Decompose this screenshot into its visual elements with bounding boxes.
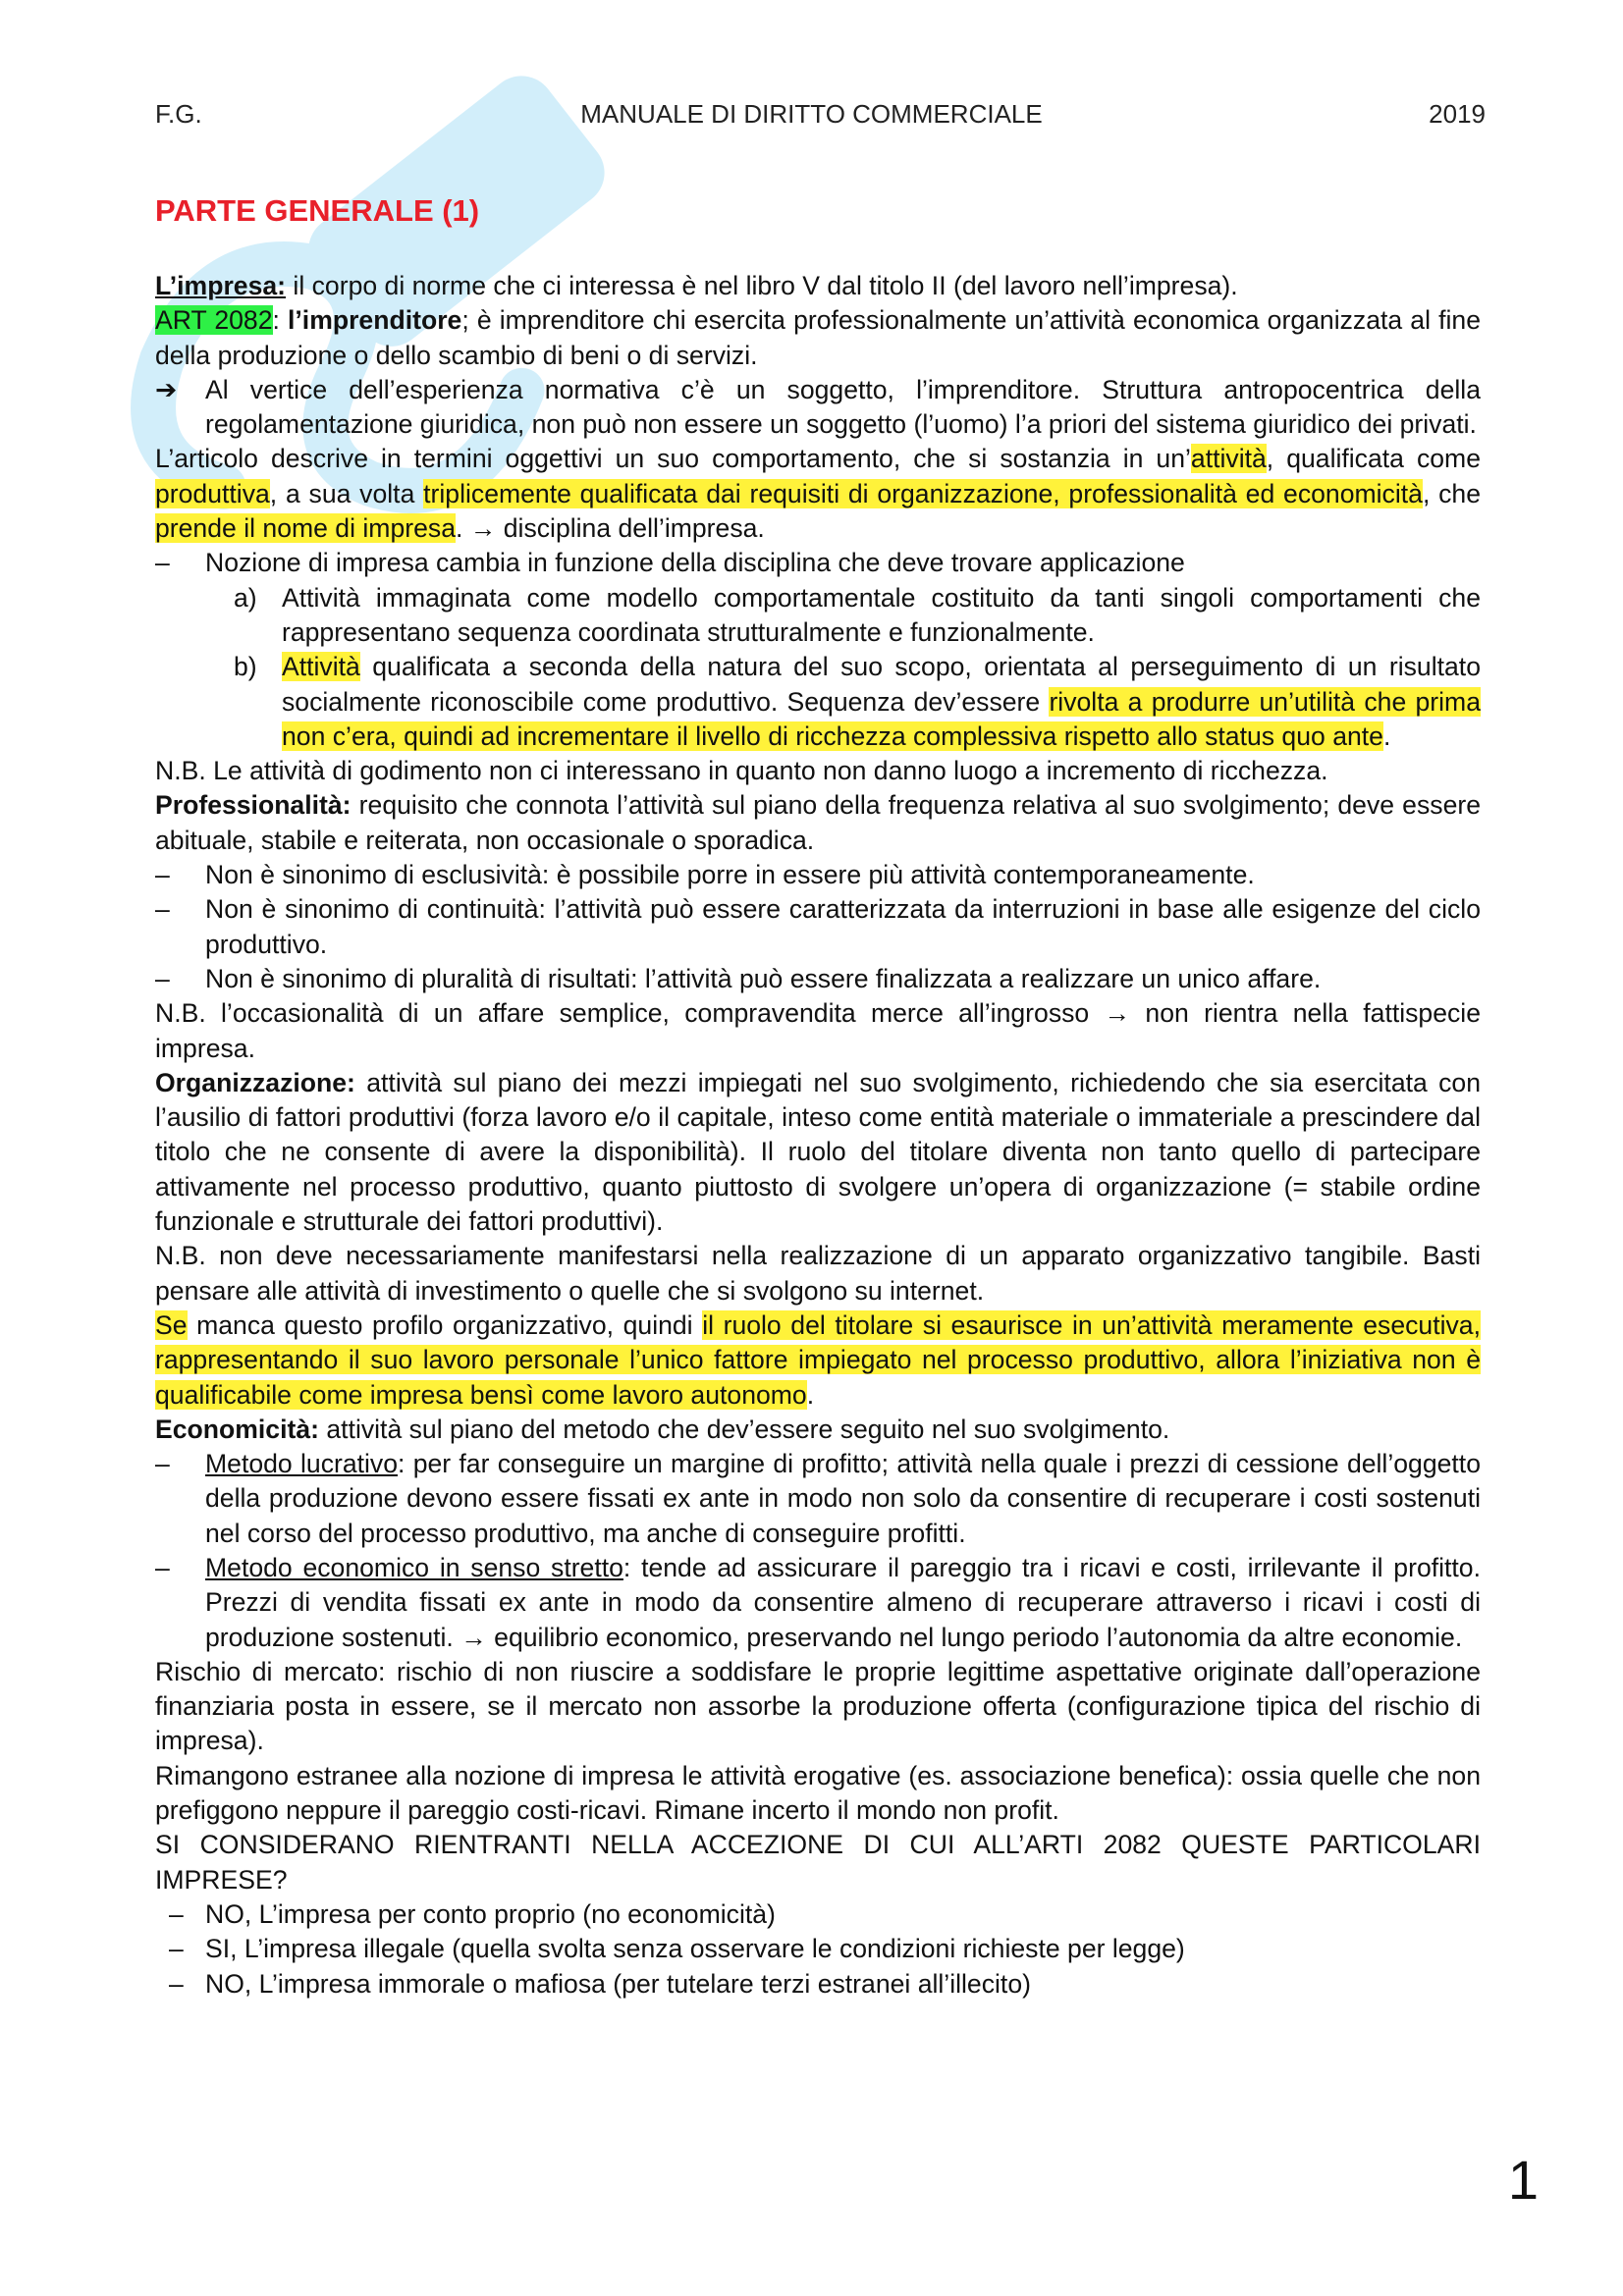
- paragraph-text: manca questo profilo organizzativo, quindi: [187, 1309, 703, 1340]
- dash-icon: –: [155, 963, 170, 993]
- dash-list-item: [155, 1551, 1481, 1655]
- document-body: [155, 269, 1481, 2002]
- paragraph-rischio: Rischio di mercato: rischio di non riuscire a soddisfare le proprie legittime aspettative originate dall’operazione finanziaria posta in essere, se il mercato non assorbe la produzione offerta (configurazione tipica del rischio di impresa).: [155, 1656, 1481, 1756]
- highlight-utilita: rivolta a produrre un’utilità che prima non c’era, quindi ad incrementare il livello di ricchezza complessiva rispetto allo status quo ante: [282, 686, 1481, 751]
- paragraph-text: attività sul piano dei mezzi impiegati nel suo svolgimento, richiedendo che sia esercitata con l’ausilio di fattori produttivi (forza lavoro e/o il capitale, inteso come entità materiale o immateriale a prescindere dal titolo che ne consente di avere la disponibilità). Il ruolo del titolare diventa non tanto quello di partecipare attivamente nel processo produttivo, quanto piuttosto di svolgere un’opera di organizzazione (= stabile ordine funzionale e strutturale dei fattori produttivi).: [155, 1067, 1481, 1237]
- highlight-se: Se: [155, 1309, 188, 1340]
- dash-list-item: [155, 546, 1481, 580]
- list-item-text: : per far conseguire un margine di profitto; attività nella quale i prezzi di cessione dell’oggetto della produzione devono essere fissati ex ante in modo non solo da consentire di recuperare i costi sostenuti nel corso del processo produttivo, ma anche di conseguire profitti.: [205, 1449, 1481, 1548]
- term-metodo-lucrativo: Metodo lucrativo: [205, 1449, 399, 1479]
- list-item-text: Nozione di impresa cambia in funzione della disciplina che deve trovare applicazione: [205, 548, 1185, 578]
- list-item-text: Attività immaginata come modello comportamentale costituito da tanti singoli comportamenti che rappresentano sequenza coordinata strutturalmente e funzionalmente.: [282, 582, 1481, 647]
- arrow-list-item: [155, 373, 1481, 443]
- dash-list-item: [155, 1447, 1481, 1551]
- paragraph-professionalita: [155, 788, 1481, 858]
- page-number: 1: [1507, 2149, 1539, 2211]
- note-occasionalita: N.B. l’occasionalità di un affare semplice, compravendita merce all’ingrosso → non rientra nella fattispecie impresa.: [155, 998, 1481, 1063]
- dash-icon: –: [169, 1968, 184, 1999]
- header-author: F.G.: [155, 99, 202, 129]
- dash-icon: –: [155, 860, 170, 890]
- paragraph-text: ; è imprenditore chi esercita professionalmente un’attività economica organizzata al fine della produzione o dello scambio di beni o di servizi.: [155, 305, 1481, 370]
- question-heading: SI CONSIDERANO RIENTRANTI NELLA ACCEZIONE DI CUI ALL’ARTI 2082 QUESTE PARTICOLARI IMPRESE?: [155, 1830, 1481, 1895]
- note-apparato: N.B. non deve necessariamente manifestarsi nella realizzazione di un apparato organizzativo tangibile. Basti pensare alle attività di investimento o quelle che si svolgono su internet.: [155, 1241, 1481, 1306]
- sub-list-item-a: [155, 581, 1481, 651]
- list-item-text: Non è sinonimo di pluralità di risultati: l’attività può essere finalizzata a realizzare un unico affare.: [205, 963, 1322, 993]
- list-marker: a): [234, 582, 257, 613]
- paragraph-rimangono: Rimangono estranee alla nozione di impresa le attività erogative (es. associazione benefica): ossia quelle che non prefiggono neppure il pareggio costi-ricavi. Rimane incerto il mondo non profit.: [155, 1760, 1481, 1826]
- header-year: 2019: [1429, 99, 1486, 129]
- list-item-text: qualificata a seconda della natura del suo scopo, orientata al perseguimento di un risultato socialmente riconoscibile come produttivo. Sequenza dev’essere: [282, 652, 1481, 717]
- separator-text: :: [272, 305, 289, 336]
- term-impresa: L’impresa:: [155, 271, 287, 300]
- answer-text: SI, L’impresa illegale (quella svolta senza osservare le condizioni richieste per legge): [205, 1934, 1185, 1964]
- section-title: PARTE GENERALE (1): [155, 193, 480, 228]
- answer-text: NO, L’impresa per conto proprio (no economicità): [205, 1898, 776, 1929]
- art-2082-highlight: ART 2082: [155, 305, 273, 336]
- answer-item: [155, 1932, 1481, 1966]
- highlight-attivita: Attività: [282, 652, 360, 682]
- paragraph-economicita: [155, 1413, 1481, 1447]
- paragraph-text: requisito che connota l’attività sul piano della frequenza relativa al suo svolgimento; deve essere abituale, stabile e reiterata, non occasionale o sporadica.: [155, 790, 1481, 855]
- sub-list-item-b: [155, 650, 1481, 754]
- paragraph-text: . → disciplina dell’impresa.: [455, 513, 765, 544]
- paragraph-text: , che: [1422, 478, 1481, 508]
- dash-icon: –: [155, 894, 170, 925]
- paragraph-se-manca: [155, 1308, 1481, 1413]
- paragraph-organizzazione: [155, 1066, 1481, 1239]
- header-title: MANUALE DI DIRITTO COMMERCIALE: [580, 99, 1043, 129]
- answer-item: [155, 1967, 1481, 2002]
- term-metodo-economico: Metodo economico in senso stretto: [205, 1552, 623, 1582]
- term-economicita: Economicità:: [155, 1414, 319, 1444]
- list-item-text: Al vertice dell’esperienza normativa c’è un soggetto, l’imprenditore. Struttura antropocentrica della regolamentazione giuridica, non può non essere un soggetto (l’uomo) l’a priori del sistema giuridico dei privati.: [205, 374, 1481, 440]
- dash-list-item: [155, 962, 1481, 996]
- term-imprenditore: l’imprenditore: [288, 305, 462, 336]
- paragraph-text: il corpo di norme che ci interessa è nel libro V dal titolo II (del lavoro nell’impresa).: [286, 271, 1238, 300]
- paragraph-text: L’articolo descrive in termini oggettivi un suo comportamento, che si sostanzia in un’: [155, 444, 1191, 474]
- dash-icon: –: [169, 1934, 184, 1964]
- answer-item: [155, 1897, 1481, 1932]
- note-godimento: N.B. Le attività di godimento non ci interessano in quanto non danno luogo a incremento di ricchezza.: [155, 756, 1328, 786]
- list-item-text: : tende ad assicurare il pareggio tra i ricavi e costi, irrilevante il profitto. Prezzi di vendita fissati ex ante in modo da consentire almeno di recuperare attraverso i ricavi i costi di produzione sostenuti. → equilibrio economico, preservando nel lungo periodo l’autonomia da altre economie.: [205, 1552, 1481, 1652]
- answer-text: NO, L’impresa immorale o mafiosa (per tutelare terzi estranei all’illecito): [205, 1968, 1031, 1999]
- list-item-text: .: [1382, 721, 1391, 751]
- dash-icon: –: [155, 548, 170, 578]
- paragraph-text: , a sua volta: [269, 478, 424, 508]
- paragraph-text: , qualificata come: [1266, 444, 1481, 474]
- paragraph-articolo: [155, 442, 1481, 546]
- paragraph-art-2082: [155, 303, 1481, 373]
- paragraph-text: .: [806, 1379, 815, 1410]
- dash-icon: –: [155, 1552, 170, 1582]
- paragraph-text: attività sul piano del metodo che dev’essere seguito nel suo svolgimento.: [318, 1414, 1170, 1444]
- highlight-attivita: attività: [1190, 444, 1267, 474]
- list-marker: b): [234, 652, 257, 682]
- dash-icon: –: [169, 1898, 184, 1929]
- dash-list-item: [155, 892, 1481, 962]
- term-organizzazione: Organizzazione:: [155, 1067, 355, 1097]
- paragraph-impresa: [155, 269, 1481, 303]
- highlight-produttiva: produttiva: [155, 478, 270, 508]
- list-item-text: Non è sinonimo di continuità: l’attività può essere caratterizzata da interruzioni in base alle esigenze del ciclo produttivo.: [205, 894, 1481, 959]
- dash-list-item: [155, 858, 1481, 892]
- arrow-icon: ➔: [155, 374, 178, 404]
- list-item-text: Non è sinonimo di esclusività: è possibile porre in essere più attività contemporaneamente.: [205, 860, 1255, 890]
- dash-icon: –: [155, 1449, 170, 1479]
- highlight-requisiti: triplicemente qualificata dai requisiti di organizzazione, professionalità ed economicità: [423, 478, 1423, 508]
- highlight-nome-impresa: prende il nome di impresa: [155, 513, 456, 544]
- highlight-lavoro-autonomo: il ruolo del titolare si esaurisce in un’attività meramente esecutiva, rappresentando il suo lavoro personale l’unico fattore impiegato nel processo produttivo, allora l’iniziativa non è qualificabile come impresa bensì come lavoro autonomo: [155, 1309, 1481, 1410]
- term-professionalita: Professionalità:: [155, 790, 352, 821]
